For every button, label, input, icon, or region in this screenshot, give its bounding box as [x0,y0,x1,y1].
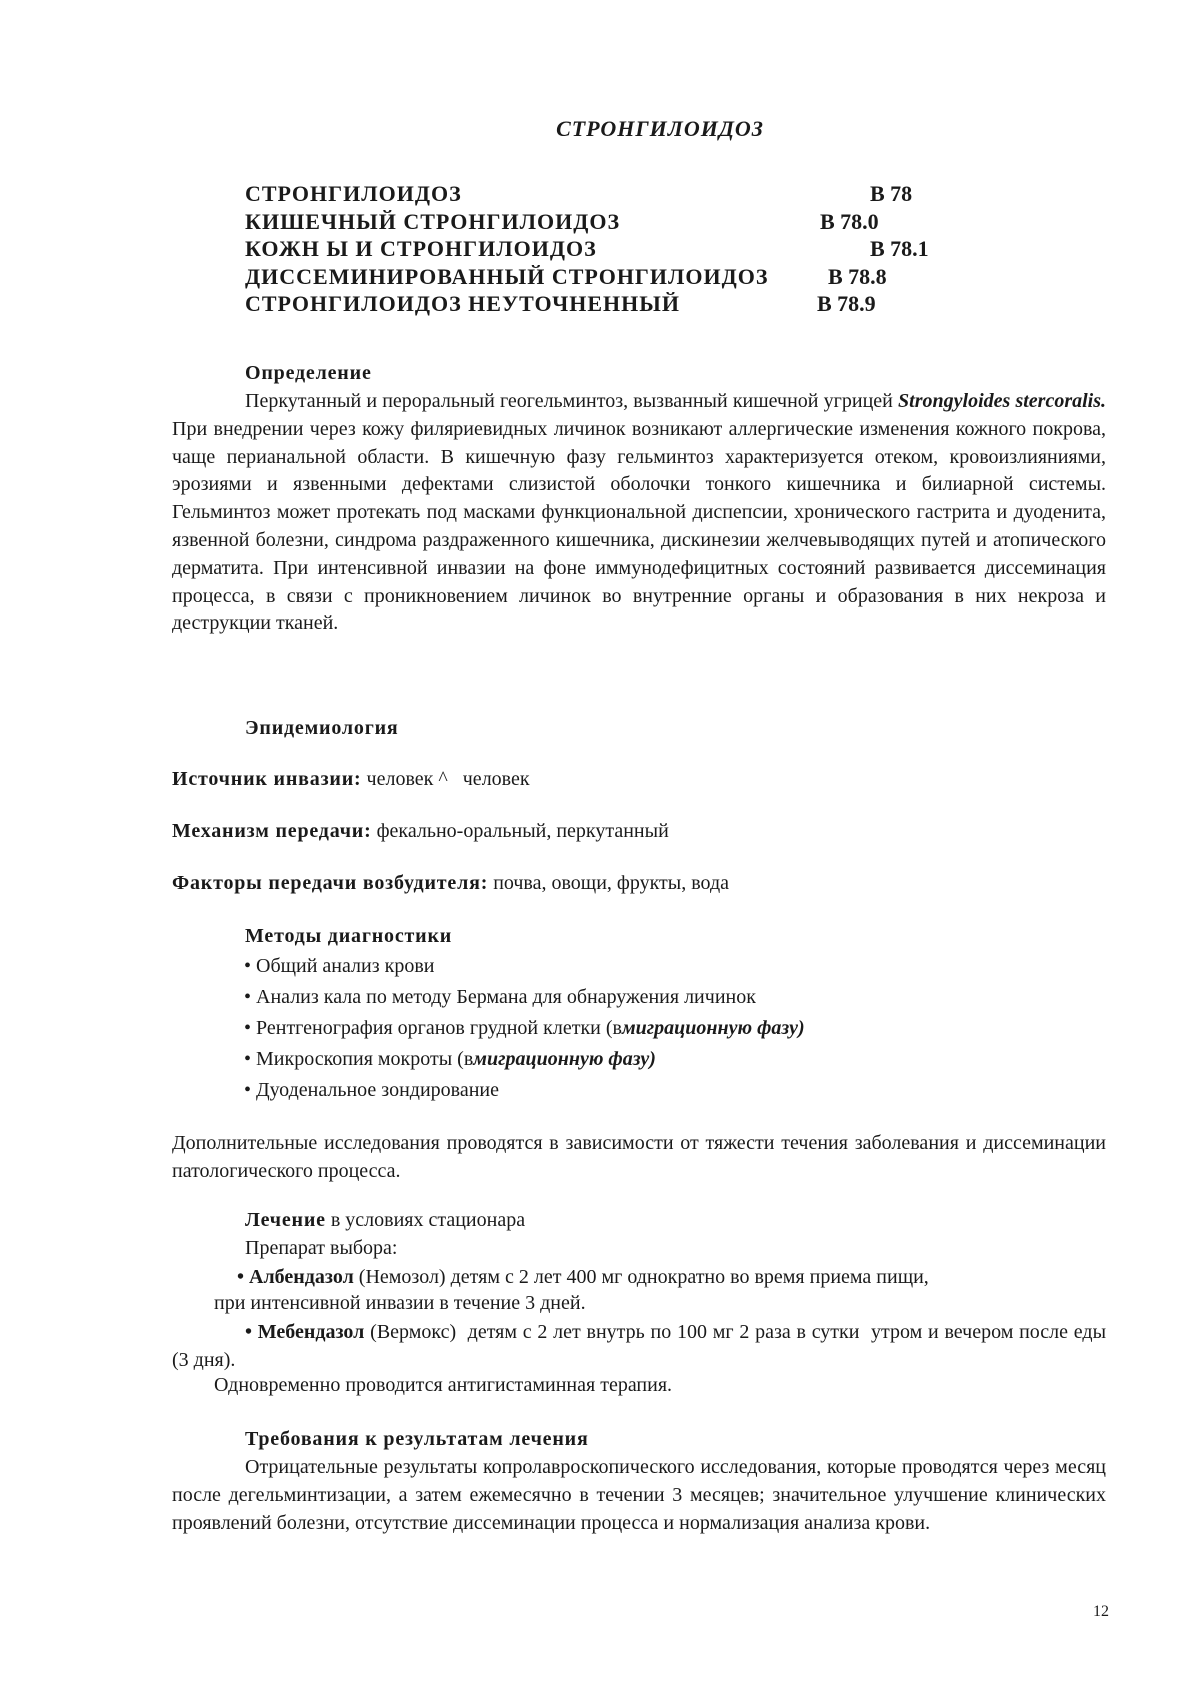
transmission-factors [172,872,729,895]
infection-source-value: человек ^ человек [366,768,530,790]
requirements-heading: Требования к результатам лечения [245,1428,589,1450]
drug-dosage: (Немозол) детям с 2 лет 400 мг однократно во время приема пищи, [358,1266,929,1288]
drug-choice-label: Препарат выбора: [245,1237,398,1259]
transmission-mechanism-value: фекально-оральный, перкутанный [376,820,669,842]
drug-albendazole-continuation: при интенсивной инвазии в течение 3 дней. [214,1292,586,1314]
code-value: B 78 [870,181,913,206]
antihistamine-note: Одновременно проводится антигистаминная терапия. [214,1374,673,1396]
code-row [245,264,945,292]
definition-text: При внедрении через кожу филяриевидных личинок возникают аллергические изменения кожного покрова, чаще перианальной области. В кишечную фазу гельминтоз характеризуется отеком, кровоизлияниями, эрозиями и язвенными дефектами слизистой оболочки тонкого кишечника и билиарной системы. Гельминтоз может протекать под масками функциональной диспепсии, хронического гастрита и дуоденита, язвенной болезни, синдрома раздраженного кишечника, дискинезии желчевыводящих путей и атопического дерматита. При интенсивной инвазии на фоне иммунодефицитных состояний развивается диссеминация процесса, в связи с проникновением личинок во внутренние органы и образования в них некроза и деструкции тканей. [172,417,1106,635]
definition-heading: Определение [245,362,372,384]
additional-studies: Дополнительные исследования проводятся в зависимости от тяжести течения заболевания и диссеминации патологического процесса. [172,1132,1106,1182]
diagnostic-item: • Общий анализ крови [244,955,435,977]
transmission-factors-value: почва, овощи, фрукты, вода [493,872,730,894]
treatment-heading-line [245,1209,525,1232]
code-name: КИШЕЧНЫЙ СТРОНГИЛОИДОЗ [245,209,621,234]
code-row [245,291,945,319]
code-row [245,236,945,264]
diagnostic-item: • Анализ кала по методу Бермана для обнаружения личинок [244,986,756,1008]
code-name: СТРОНГИЛОИДОЗ [245,181,462,206]
code-value: B 78.0 [820,209,879,234]
transmission-mechanism-label: Механизм передачи: [172,820,372,842]
definition-intro: Перкутанный и пероральный геогельминтоз, вызванный кишечной угрицей [245,390,893,412]
code-name: СТРОНГИЛОИДОЗ НЕУТОЧНЕННЫЙ [245,291,680,316]
transmission-factors-label: Факторы передачи возбудителя: [172,872,489,894]
code-value: B 78.1 [870,236,929,261]
treatment-heading-rest: в условиях стационара [330,1209,526,1231]
code-row [245,181,945,209]
code-value: B 78.8 [828,264,887,289]
definition-paragraph [172,388,1106,638]
drug-dosage: (Вермокс) детям с 2 лет внутрь по 100 мг 2 раза в сутки утром и вечером после еды (3 дня). [172,1321,1112,1371]
code-name: КОЖН Ы И СТРОНГИЛОИДОЗ [245,236,597,261]
diagnostic-item: • Микроскопия мокроты (вмиграционную фазу) [244,1048,656,1070]
code-row [245,209,945,237]
infection-source [172,768,530,791]
treatment-heading: Лечение [245,1209,326,1231]
diagnostics-heading: Методы диагностики [245,925,453,947]
code-value: B 78.9 [817,291,876,316]
infection-source-label: Источник инвазии: [172,768,362,790]
page-title: СТРОНГИЛОИДОЗ [556,116,764,141]
requirements-paragraph: Отрицательные результаты копролавроскопического исследования, которые проводятся через месяц после дегельминтизации, а затем ежемесячно в течении 3 месяцев; значительное улучшение клинических проявлений болезни, отсутствие диссеминации процесса и нормализация анализа крови. [172,1456,1106,1534]
drug-albendazole [237,1264,1106,1292]
drug-mebendazole [172,1319,1112,1375]
drug-name: • Албендазол [237,1266,354,1288]
transmission-mechanism [172,820,669,843]
diagnostic-item: • Рентгенография органов грудной клетки (вмиграционную фазу) [244,1017,805,1039]
epidemiology-heading: Эпидемиология [245,717,399,739]
page-number: 12 [1093,1603,1109,1620]
species-name: Strongyloides stercoralis. [898,390,1107,412]
diagnostic-item: • Дуоденальное зондирование [244,1079,500,1101]
drug-name: • Мебендазол [245,1321,365,1343]
code-name: ДИССЕМИНИРОВАННЫЙ СТРОНГИЛОИДОЗ [245,264,769,289]
